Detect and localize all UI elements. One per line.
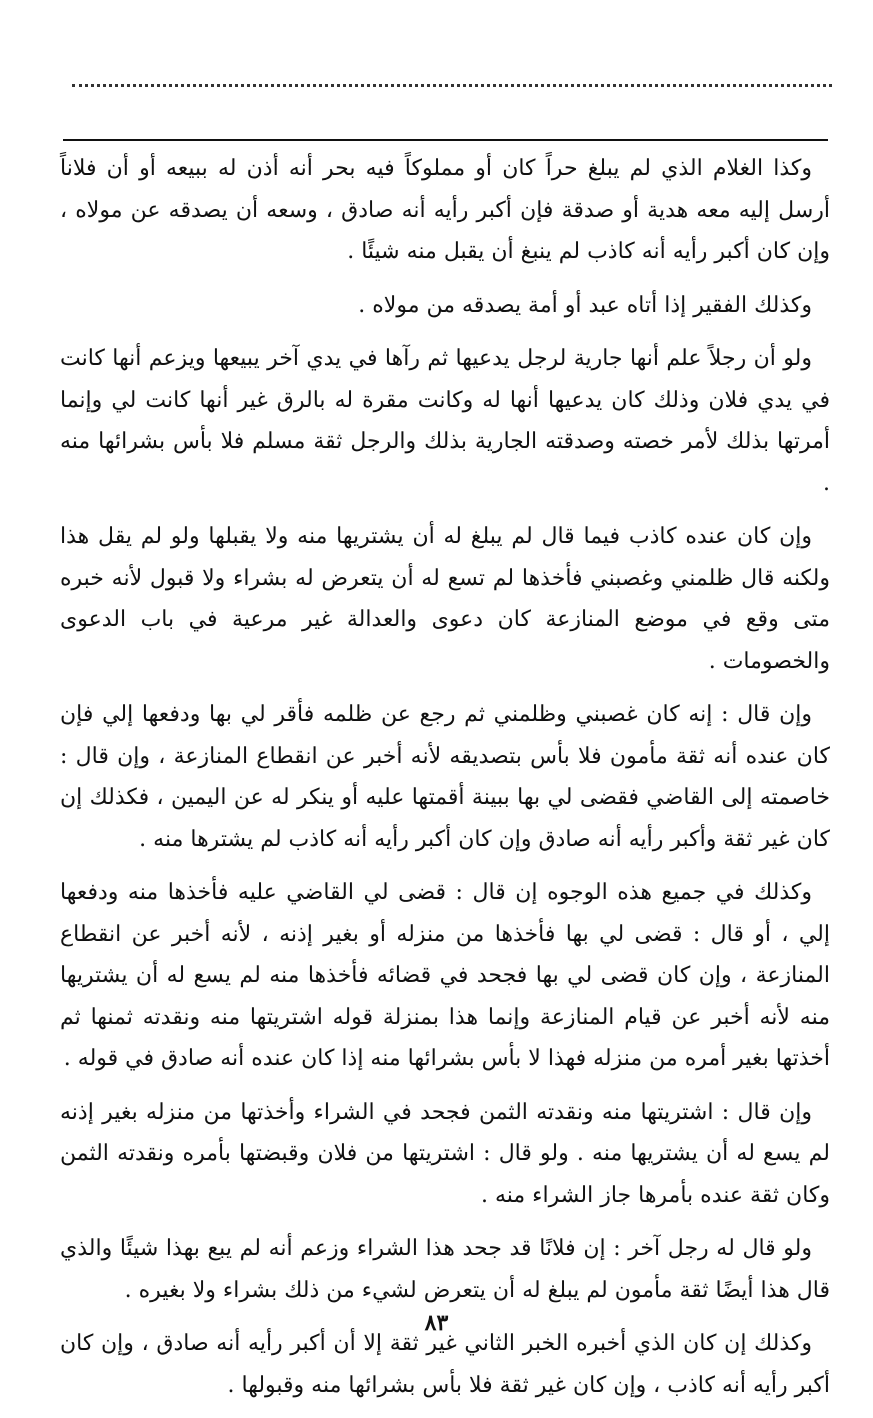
paragraph: وإن قال : اشتريتها منه ونقدته الثمن فجحد في الشراء وأخذتها من منزله بغير إذنه لم يسع له أن يشتريها منه . ولو قال : اشتريتها من فلان وقبضتها بأمره ونقدته الثمن وكان ثقة عنده بأمرها جاز الشراء منه .	[60, 1099, 830, 1208]
dotted-header-line	[72, 84, 832, 87]
top-rule	[63, 139, 828, 141]
paragraph: ولو قال له رجل آخر : إن فلانًا قد جحد هذا الشراء وزعم أنه لم يبع بهذا شيئًا والذي قال هذا أيضًا ثقة مأمون لم يبلغ له أن يتعرض لشيء من ذلك بشراء ولا بغيره .	[60, 1236, 830, 1303]
paragraph: وكذلك في جميع هذه الوجوه إن قال : قضى لي القاضي عليه فأخذها منه ودفعها إلي ، أو قال : قضى لي بها فأخذها من منزله أو بغير إذنه ، لأنه أخبر عن انقطاع المنازعة ، وإن كان قضى لي بها فجحد في قضائه فأخذها منه لم يسع له أن يشتريها منه لأنه أخبر عن قيام المنازعة وإنما هذا بمنزلة قوله اشتريتها منه ونقدته ثمنها ثم أخذتها بغير أمره من منزله فهذا لا بأس بشرائها منه إذا كان عنده أنه صادق في قوله .	[60, 880, 831, 1071]
paragraph: وكذا الغلام الذي لم يبلغ حراً كان أو مملوكاً فيه بحر أنه أذن له ببيعه أو أن فلاناً أرسل إليه معه هدية أو صدقة فإن أكبر رأيه أنه صادق ، وسعه أن يصدقه عن مولاه ، وإن كان أكبر رأيه أنه كاذب لم ينبغ أن يقبل منه شيئًا .	[60, 156, 830, 264]
paragraph: وكذلك الفقير إذا أتاه عبد أو أمة يصدقه من مولاه .	[358, 292, 812, 318]
paragraph: وإن كان عنده كاذب فيما قال لم يبلغ له أن يشتريها منه ولا يقبلها ولو لم يقل هذا ولكنه قال ظلمني وغصبني فأخذها لم تسع له أن يتعرض له بشراء ولا قبول لأنه خبره متى وقع في موضع المنازعة كان دعوى والعدالة غير مرعية في باب الدعوى والخصومات .	[60, 524, 830, 674]
page-number: ٨٣	[424, 1310, 449, 1336]
paragraph: وكذلك إن كان الذي أخبره الخبر الثاني غير ثقة إلا أن أكبر رأيه أنه صادق ، وإن كان أكبر رأيه أنه كاذب ، وإن كان غير ثقة فلا بأس بشرائها منه وقبولها .	[60, 1331, 830, 1398]
page-body	[60, 148, 830, 1418]
paragraph: ولو أن رجلاً علم أنها جارية لرجل يدعيها ثم رآها في يدي آخر يبيعها ويزعم أنها كانت في يدي فلان وذلك كان يدعيها أنها له وكانت مقرة له بالرق غير أنها كانت لي وإنما أمرتها بذلك لأمر خصته وصدقته الجارية بذلك والرجل ثقة مسلم فلا بأس بشرائها منه .	[60, 346, 830, 496]
paragraph: وإن قال : إنه كان غصبني وظلمني ثم رجع عن ظلمه فأقر لي بها ودفعها إلي فإن كان عنده أنه ثقة مأمون فلا بأس بتصديقه لأنه أخبر عن انقطاع المنازعة ، وإن قال : خاصمته إلى القاضي فقضى لي بها ببينة أقمتها عليه أو ينكر له عن اليمين ، فكذلك إن كان غير ثقة وأكبر رأيه أنه صادق وإن كان أكبر رأيه أنه كاذب لم يشترها منه .	[60, 702, 830, 852]
